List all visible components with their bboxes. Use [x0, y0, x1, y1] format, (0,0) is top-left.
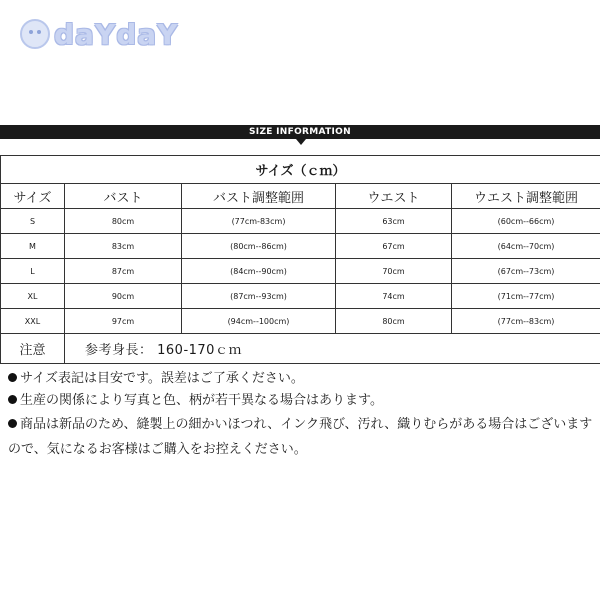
- header-waist: ウエスト: [336, 184, 452, 209]
- bullet-icon: [8, 373, 17, 382]
- notes-list: [8, 368, 598, 462]
- bullet-icon: [8, 395, 17, 404]
- note-text: 商品は新品のため、縫製上の細かいほつれ、インク飛び、汚れ、織りむらがある場合はございますので、気になるお客様はご購入をお控えください。: [8, 417, 593, 457]
- note-text: 生産の関係により写真と色、柄が若干異なる場合はあります。: [20, 393, 383, 408]
- cell-waist: 70cm: [336, 259, 452, 284]
- cell-bust-range: (84cm--90cm): [182, 259, 336, 284]
- bear-logo-icon: [20, 19, 50, 49]
- cell-bust-range: (77cm-83cm): [182, 209, 336, 234]
- table-row: [1, 309, 600, 334]
- brand-logo: [20, 14, 200, 54]
- bullet-icon: [8, 419, 17, 428]
- table-title: サイズ（ｃｍ）: [1, 156, 600, 184]
- cell-waist: 74cm: [336, 284, 452, 309]
- cell-waist-range: (60cm--66cm): [452, 209, 600, 234]
- table-row: [1, 284, 600, 309]
- table-row: [1, 234, 600, 259]
- table-row: [1, 209, 600, 234]
- cell-bust: 83cm: [65, 234, 182, 259]
- cell-bust: 97cm: [65, 309, 182, 334]
- cell-size: S: [1, 209, 65, 234]
- logo-text: daYdaY: [54, 17, 179, 51]
- cell-size: XXL: [1, 309, 65, 334]
- banner-title: SIZE INFORMATION: [249, 127, 351, 137]
- header-bust-range: バスト調整範囲: [182, 184, 336, 209]
- banner-arrow-icon: [296, 139, 306, 145]
- note-row: [1, 334, 600, 364]
- note-label: 注意: [1, 334, 65, 364]
- note-item: [8, 368, 598, 390]
- size-table: [0, 155, 600, 364]
- cell-waist-range: (71cm--77cm): [452, 284, 600, 309]
- cell-size: XL: [1, 284, 65, 309]
- cell-bust-range: (80cm--86cm): [182, 234, 336, 259]
- cell-size: L: [1, 259, 65, 284]
- cell-bust-range: (94cm--100cm): [182, 309, 336, 334]
- note-text: サイズ表記は目安です。誤差はご了承ください。: [20, 371, 304, 386]
- cell-waist-range: (64cm--70cm): [452, 234, 600, 259]
- cell-bust: 80cm: [65, 209, 182, 234]
- cell-size: M: [1, 234, 65, 259]
- cell-waist: 67cm: [336, 234, 452, 259]
- table-header-row: [1, 184, 600, 209]
- reference-height: 参考身長： 160-170ｃｍ: [65, 334, 600, 364]
- header-bust: バスト: [65, 184, 182, 209]
- cell-bust: 87cm: [65, 259, 182, 284]
- cell-bust-range: (87cm--93cm): [182, 284, 336, 309]
- note-item: [8, 390, 598, 412]
- cell-bust: 90cm: [65, 284, 182, 309]
- note-item: [8, 412, 598, 462]
- header-size: サイズ: [1, 184, 65, 209]
- header-waist-range: ウエスト調整範囲: [452, 184, 600, 209]
- cell-waist-range: (67cm--73cm): [452, 259, 600, 284]
- size-information-banner: [0, 125, 600, 139]
- cell-waist-range: (77cm--83cm): [452, 309, 600, 334]
- cell-waist: 80cm: [336, 309, 452, 334]
- cell-waist: 63cm: [336, 209, 452, 234]
- table-row: [1, 259, 600, 284]
